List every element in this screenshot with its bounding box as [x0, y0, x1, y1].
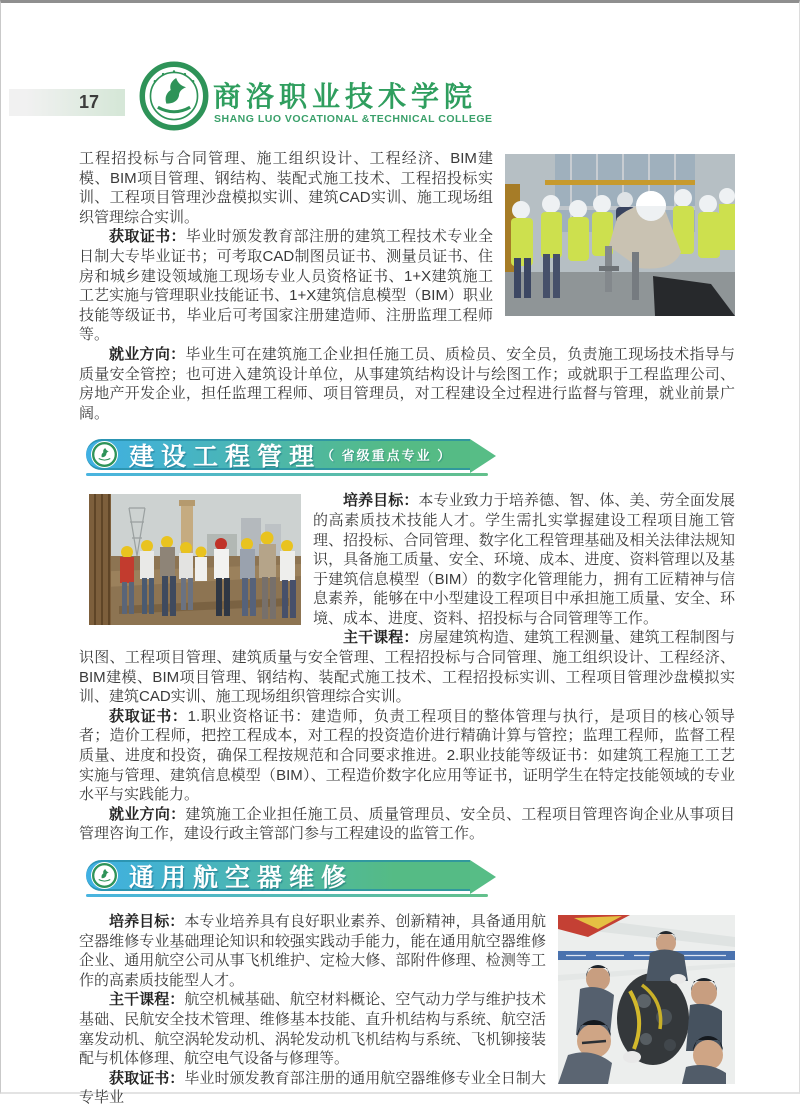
paragraph-label: 培养目标：	[343, 492, 419, 510]
employment-paragraph	[79, 805, 735, 844]
banner-underline	[86, 894, 488, 897]
paragraph-label: 培养目标：	[109, 913, 185, 930]
paragraph-text: 毕业时颁发教育部注册的建筑工程技术专业全日制大专毕业证书；可考取CAD制图员证书、测量员证书、住房和城乡建设领域施工现场专业人员资格证书、1+X建筑施工工艺实施与管理职业技能证书、1+X建筑信息模型（BIM）职业技能等级证书，毕业后可考国家注册建造师、注册监理工程师等。	[79, 228, 493, 344]
paragraph-text: 建筑施工企业担任施工员、质量管理员、安全员、工程项目管理咨询企业从事项目管理咨询工作，建设行政主管部门参与工程建设的监管工作。	[79, 805, 735, 843]
page-number-bar	[9, 89, 125, 116]
paragraph-label: 获取证书：	[109, 707, 188, 725]
paragraph-text: 房屋建筑构造、建筑工程测量、建筑工程制图与识图、工程项目管理、建筑质量与安全管理、工程招投标与合同管理、施工组织设计、工程经济、BIM建模、BIM项目管理、钢结构、装配式施工技术、工程招投标实训、工程项目管理沙盘模拟实训、建筑CAD实训、施工现场组织管理综合实训。	[79, 629, 735, 706]
paragraph-text: 本专业致力于培养德、智、体、美、劳全面发展的高素质技术技能人才。学生需扎实掌握建设工程项目施工管理、招投标、合同管理、数字化工程管理基础及相关法律法规知识，具备施工质量、安全、环境、成本、进度、资料管理以及基于建筑信息模型（BIM）的数字化管理能力，拥有工匠精神与信息素养，能够在中小型建设工程项目中承担施工质量、安全、环境、成本、进度、资料、招投标与合同管理等工作。	[313, 492, 735, 627]
paragraph-label: 就业方向：	[109, 345, 186, 363]
paragraph-label: 获取证书：	[109, 228, 186, 246]
paragraph-text: 本专业培养具有良好职业素养、创新精神，具备通用航空器维修专业基础理论知识和较强实践动手能力，能在通用航空器维修企业、通用航空公司从事飞机维护、定检大修、部附件修理、检测等工作的高素质技能型人才。	[79, 913, 546, 989]
section-banner-construction	[86, 439, 498, 476]
paragraph-label: 主干课程：	[343, 629, 419, 647]
paragraph-label: 获取证书：	[109, 1069, 185, 1087]
employment-paragraph	[79, 345, 735, 423]
certificates-paragraph	[79, 707, 735, 805]
banner-underline	[86, 473, 488, 476]
paragraph-text: 1.职业资格证书：建造师，负责工程项目的整体管理与执行，是项目的核心领导者；造价工程师，把控工程成本，对工程的投资造价进行精确计算与管控；监理工程师，监督工程质量、进度和投资，确保工程按规范和合同要求推进。2.职业技能等级证书：如建筑工程施工工艺实施与管理、建筑信息模型（BIM）、工程造价数字化应用等证书，证明学生在特定技能领域的专业水平与实践能力。	[79, 707, 735, 804]
construction-site-photo	[89, 494, 301, 625]
banner-bar	[86, 439, 470, 470]
aviation-maintenance-section	[79, 912, 735, 1108]
paragraph-text: 航空机械基础、航空材料概论、空气动力学与维护技术基础、民航安全技术管理、维修基本技能、直升机结构与系统、航空活塞发动机、航空涡轮发动机、涡轮发动机飞机结构与系统、飞机铆接装配与机体修理、航空电气设备与修理等。	[79, 991, 546, 1068]
paragraph-text: 毕业生可在建筑施工企业担任施工员、质检员、安全员，负责施工现场技术指导与质量安全管控；也可进入建筑设计单位，从事建筑结构设计与绘图工作；或就职于工程监理公司、房地产开发企业，担任监理工程师、项目管理员，对工程建设全过程进行监督与管理，就业前景广阔。	[79, 345, 735, 422]
page-content	[1, 149, 799, 1108]
construction-training-photo	[505, 154, 735, 316]
paragraph-label: 就业方向：	[109, 805, 186, 823]
page-number: 17	[78, 92, 99, 112]
college-name-english: SHANG LUO VOCATIONAL &TECHNICAL COLLEGE	[214, 113, 493, 125]
page-header	[1, 3, 799, 149]
section-title: 通用航空器维修	[129, 863, 354, 892]
section-title: 建设工程管理	[129, 442, 322, 471]
college-emblem-icon	[91, 862, 118, 889]
paragraph-text: 工程招投标与合同管理、施工组织设计、工程经济、BIM建模、BIM项目管理、钢结构、装配式施工技术、工程招投标实训、工程项目管理沙盘模拟实训、建筑CAD实训、施工现场组织管理综合实训。	[79, 150, 493, 226]
engine-maintenance-photo	[558, 915, 735, 1084]
banner-bar	[86, 860, 470, 891]
section-subtitle: （ 省级重点专业 ）	[321, 448, 453, 464]
college-logo-icon	[139, 61, 209, 131]
intro-section	[79, 149, 735, 423]
paragraph-text: 毕业时颁发教育部注册的通用航空器维修专业全日制大专毕业	[79, 1069, 546, 1107]
paragraph-label: 主干课程：	[109, 991, 185, 1009]
college-name: 商洛职业技术学院	[213, 81, 478, 112]
section-banner-aviation	[86, 860, 498, 897]
core-courses-paragraph	[79, 628, 735, 706]
construction-management-section	[79, 491, 735, 844]
college-emblem-icon	[91, 441, 118, 468]
